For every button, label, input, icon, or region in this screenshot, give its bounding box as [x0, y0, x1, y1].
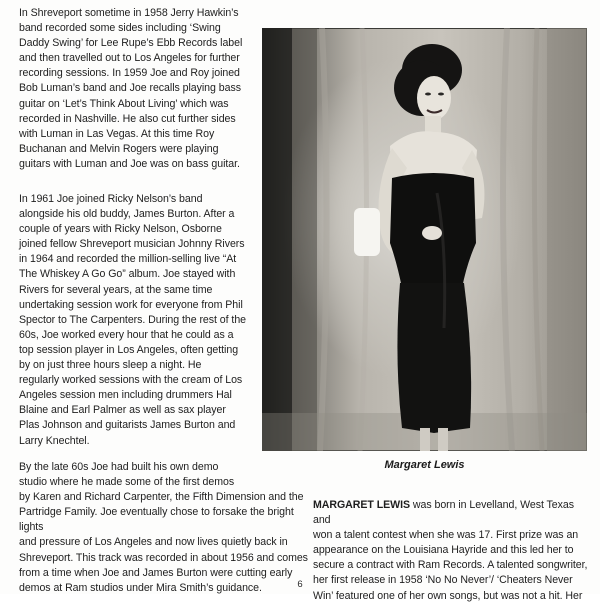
margaret-lewis-photo	[262, 28, 587, 451]
page-number: 6	[297, 579, 303, 590]
photo-caption: Margaret Lewis	[384, 459, 465, 471]
margaret-lewis-text: was born in Levelland, West Texas and won a talent contest when she was 17. First prize was an appearance on the Louisiana Hayride and this led her to secure a contract with Ram Records. A talented songwriter, her first release in 1958 ‘No No Never’/ ‘Cheaters Never Win’ featured one of her own songs, but was not a hit. Her	[313, 499, 588, 602]
paragraph-demo-studio: By the late 60s Joe had built his own demo studio where he made some of the first demos by Karen and Richard Carpenter, the Fifth Dimension and the Partridge Family. Joe eventually chose to forsake the bright lights and pressure of Los Angeles and now lives quietly back in Shreveport. This track was recorded in about 1956 and comes from a time when Joe and James Burton were cutting early demos at Ram studios under Mira Smith’s guidance.	[19, 461, 308, 594]
margaret-lewis-lead: MARGARET LEWIS	[313, 499, 410, 511]
photo-illustration	[262, 28, 587, 451]
paragraph-ricky-nelson: In 1961 Joe joined Ricky Nelson’s band alongside his old buddy, James Burton. After a couple of years with Ricky Nelson, Osborne joined fellow Shreveport musician Johnny Rivers in 1964 and recorded the million-selling live “At The Whiskey A Go Go” album. Joe stayed with Rivers for several years, at the same time undertaking session work for everyone from Phil Spector to The Carpenters. During the rest of the 60s, Joe worked every hour that he could as a top session player in Los Angeles, often getting by on just three hours sleep a night. He regularly worked sessions with the cream of Los Angeles session men including drummers Hal Blaine and Earl Palmer as well as sax player Plas Johnson and guitarists James Burton and Larry Knechtel.	[19, 193, 247, 447]
paragraph-jerry-hawkin: In Shreveport sometime in 1958 Jerry Hawkin’s band recorded some sides including ‘Swing Daddy Swing’ for Lee Rupe’s Ebb Records label and then travelled out to Los Angeles for further recording sessions. In 1959 Joe and Roy joined Bob Luman’s band and Joe recalls playing bass guitar on ‘Let’s Think About Living’ which was recorded in Nashville. He also cut further sides with Luman in Las Vegas. At this time Roy Buchanan and Melvin Rogers were playing guitars with Luman and Joe was on bass guitar.	[19, 7, 243, 170]
